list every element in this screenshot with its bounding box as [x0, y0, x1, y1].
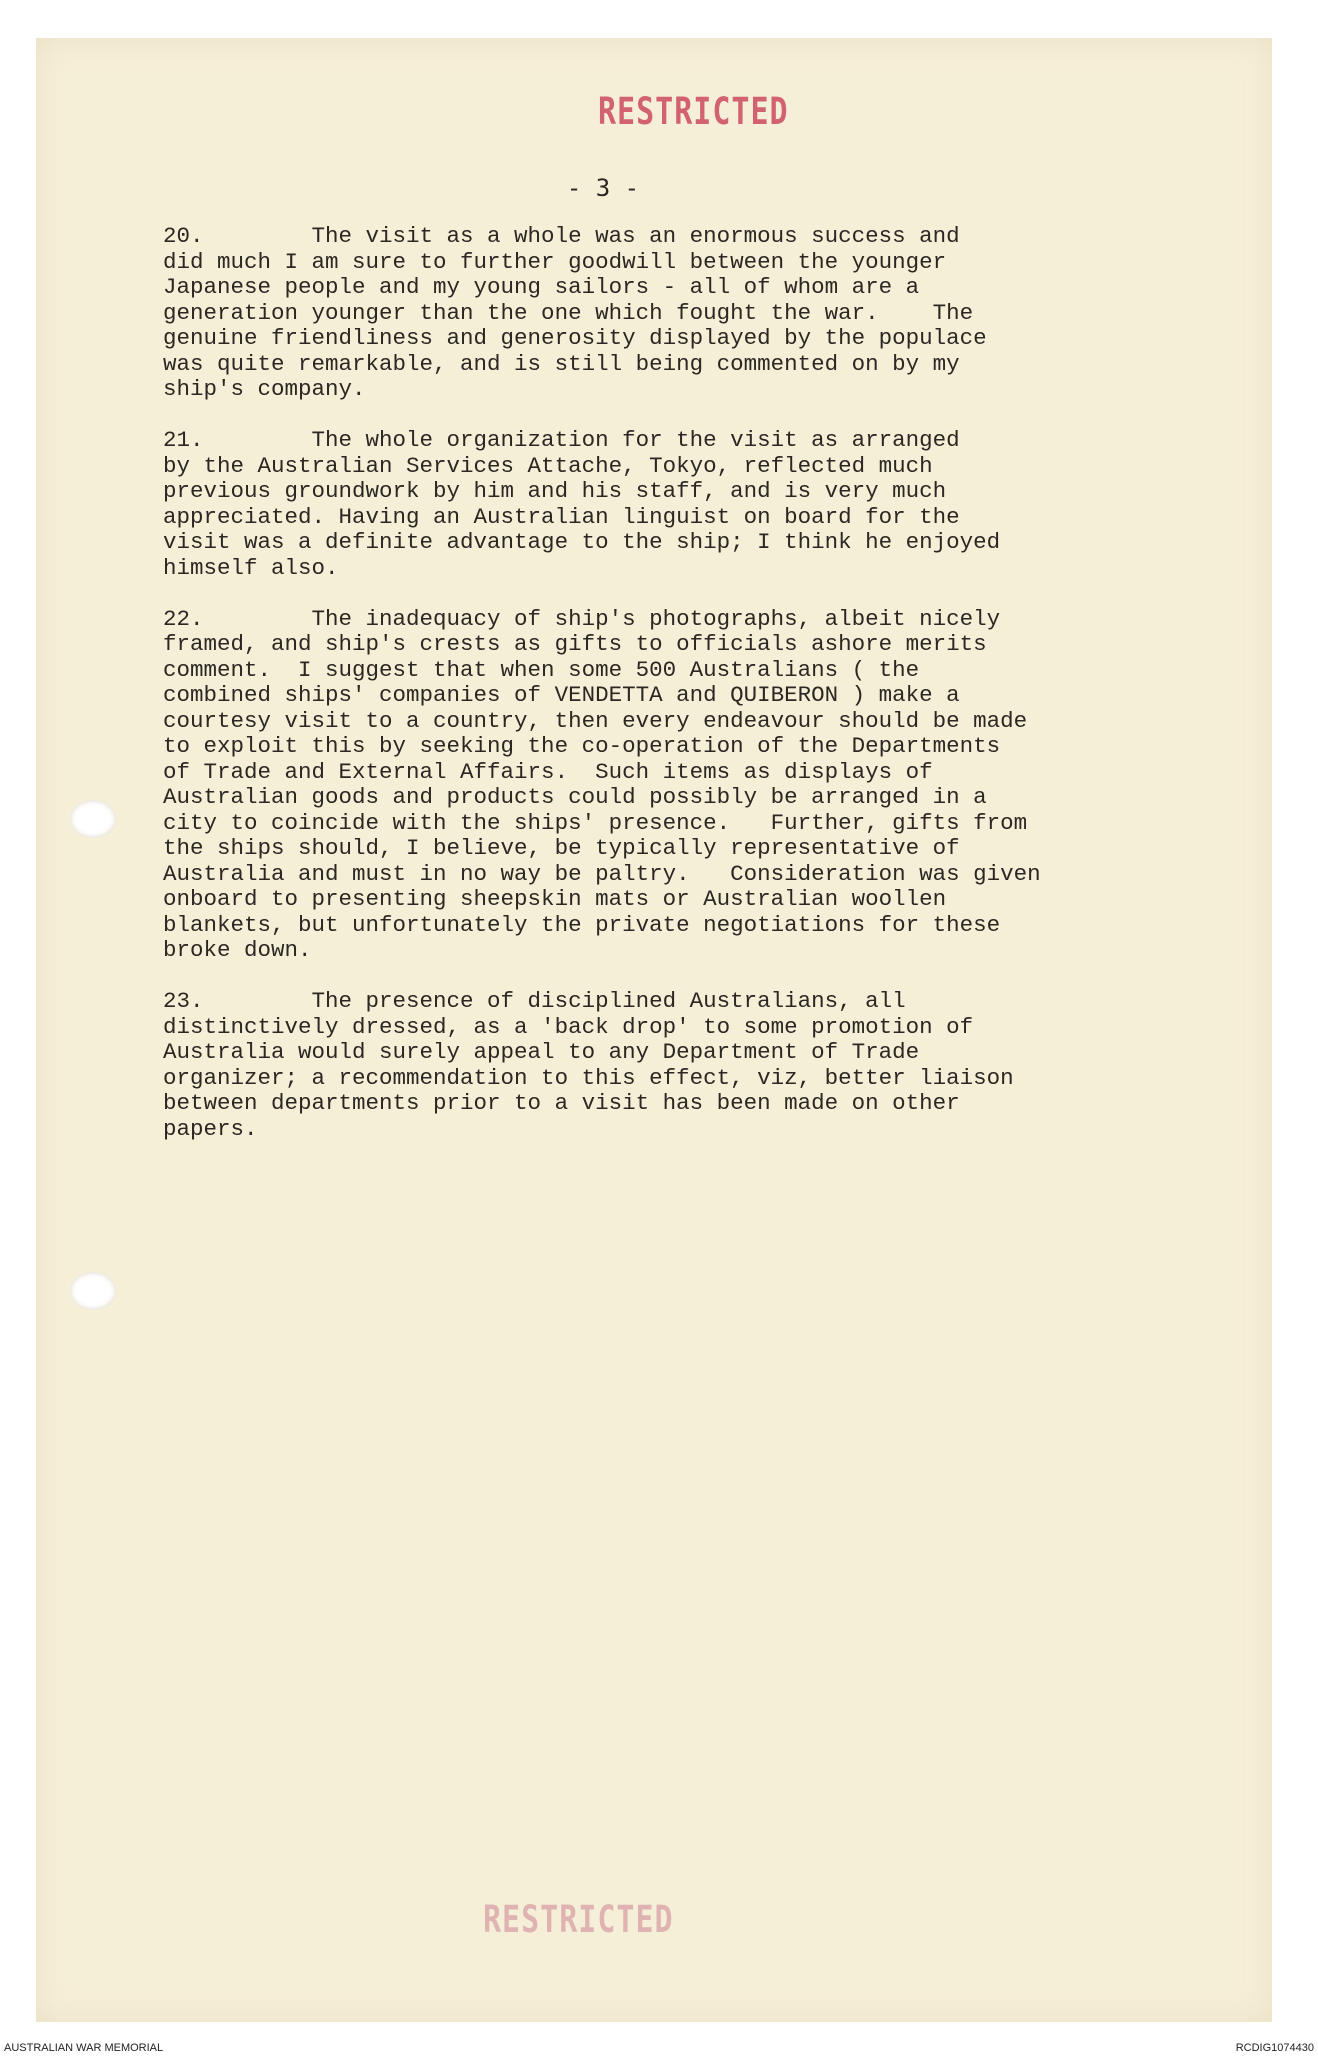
- text-line: Australia and must in no way be paltry. Consideration was given: [163, 860, 1041, 887]
- paragraph-23: [163, 989, 1153, 1142]
- text-line: Australia would surely appeal to any Department of Trade: [163, 1039, 920, 1065]
- text-line: Australian goods and products could possibly be arranged in a: [163, 784, 987, 810]
- text-line: Japanese people and my young sailors - all of whom are a: [163, 274, 920, 300]
- paragraph-20: [163, 224, 1153, 403]
- text-line: previous groundwork by him and his staff, and is very much: [163, 478, 947, 504]
- text-line: blankets, but unfortunately the private negotiations for these: [163, 911, 1001, 938]
- document-body: [163, 224, 1153, 1168]
- text-line: courtesy visit to a country, then every endeavour should be made: [163, 707, 1028, 734]
- text-line: broke down.: [163, 937, 312, 963]
- text-line: himself also.: [163, 554, 339, 581]
- text-line: to exploit this by seeking the co-operation of the Departments: [163, 733, 1001, 759]
- text-line: framed, and ship's crests as gifts to officials ashore merits: [163, 631, 987, 657]
- punch-hole: [70, 800, 116, 838]
- restricted-stamp-top: RESTRICTED: [598, 90, 789, 134]
- footer-institution: AUSTRALIAN WAR MEMORIAL: [4, 2042, 164, 2054]
- text-line: was quite remarkable, and is still being commented on by my: [163, 350, 960, 377]
- page-number: - 3 -: [566, 174, 640, 202]
- text-line: 20. The visit as a whole was an enormous success and: [163, 223, 960, 249]
- restricted-stamp-bottom: RESTRICTED: [483, 1898, 674, 1942]
- text-line: 22. The inadequacy of ship's photographs, albeit nicely: [163, 605, 1001, 632]
- text-line: generation younger than the one which fought the war. The: [163, 299, 974, 326]
- paragraph-22: [163, 607, 1153, 964]
- text-line: onboard to presenting sheepskin mats or Australian woollen: [163, 886, 947, 912]
- text-line: combined ships' companies of VENDETTA and QUIBERON ) make a: [163, 682, 960, 708]
- text-line: ship's company.: [163, 376, 366, 402]
- text-line: of Trade and External Affairs. Such items as displays of: [163, 758, 933, 785]
- text-line: organizer; a recommendation to this effect, viz, better liaison: [163, 1064, 1014, 1091]
- paragraph-21: [163, 428, 1153, 581]
- text-line: papers.: [163, 1115, 258, 1142]
- punch-hole: [70, 1272, 116, 1310]
- text-line: city to coincide with the ships' presence. Further, gifts from: [163, 809, 1028, 836]
- text-line: genuine friendliness and generosity displayed by the populace: [163, 325, 987, 351]
- text-line: did much I am sure to further goodwill between the younger: [163, 248, 947, 275]
- text-line: 21. The whole organization for the visit as arranged: [163, 427, 960, 453]
- text-line: 23. The presence of disciplined Australians, all: [163, 988, 906, 1014]
- text-line: appreciated. Having an Australian linguist on board for the: [163, 503, 960, 530]
- text-line: comment. I suggest that when some 500 Australians ( the: [163, 656, 920, 683]
- text-line: visit was a definite advantage to the ship; I think he enjoyed: [163, 529, 1001, 555]
- text-line: by the Australian Services Attache, Tokyo, reflected much: [163, 452, 933, 479]
- text-line: the ships should, I believe, be typically representative of: [163, 835, 960, 861]
- footer-record-id: RCDIG1074430: [1235, 2042, 1314, 2054]
- text-line: distinctively dressed, as a 'back drop' to some promotion of: [163, 1013, 974, 1040]
- text-line: between departments prior to a visit has been made on other: [163, 1090, 960, 1116]
